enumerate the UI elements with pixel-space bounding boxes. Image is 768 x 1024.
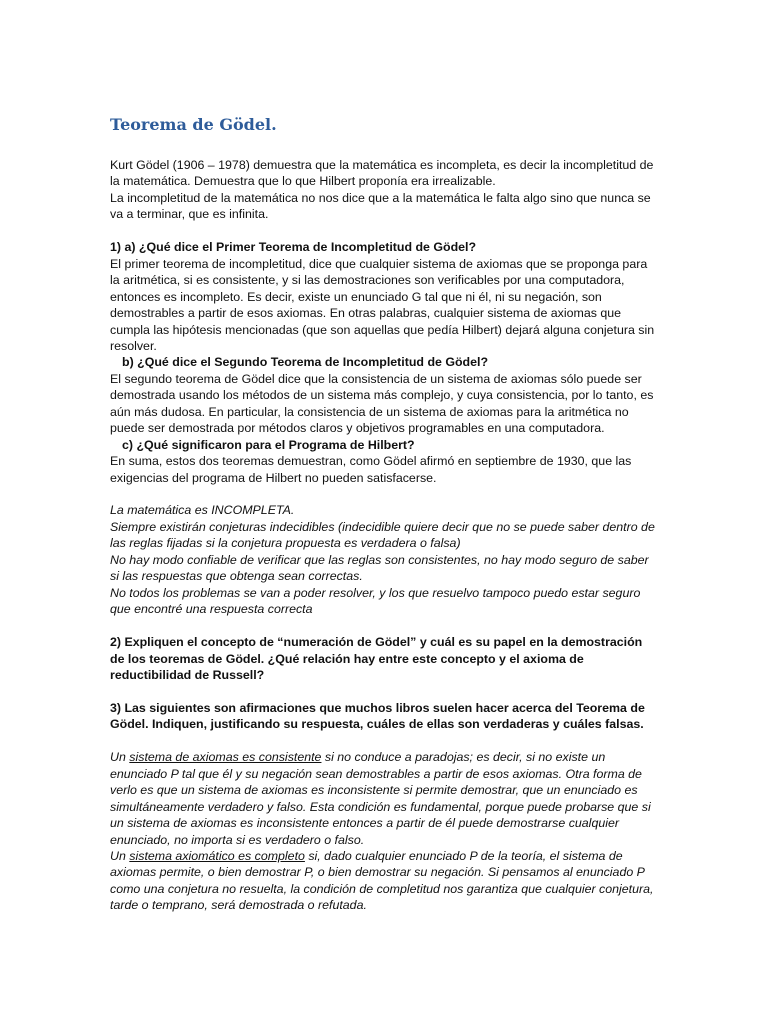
question-1b-answer: El segundo teorema de Gödel dice que la consistencia de un sistema de axiomas sólo puede ser demostrada usando los métodos de un sistema más complejo, y cuya consistencia, por lo tanto, es aún más dudosa. En particular, la consistencia de un sistema de axiomas para la aritmética no puede ser demostrada por métodos claros y objetivos programables en una computadora. (110, 371, 654, 436)
italic-line-4: No todos los problemas se van a poder resolver, y los que resuelvo tampoco puedo estar seguro que encontré una respuesta correcta (110, 585, 641, 617)
spacer (110, 618, 655, 634)
completeness-text: si, dado cualquier enunciado P de la teoría, el sistema de axiomas permite, o bien demostrar P, o bien demostrar su negación. Si pensamos al enunciado P como una conjetura no resuelta, la condición de completitud nos garantiza que cualquier conjetura, tarde o temprano, será demostrada o refutada. (110, 848, 654, 913)
question-3: 3) Las siguientes son afirmaciones que muchos libros suelen hacer acerca del Teorema de Gödel. Indiquen, justificando su respuesta, cuáles de ellas son verdaderas y cuáles falsas. (110, 700, 645, 732)
completeness-term: sistema axiomático es completo (129, 848, 305, 863)
spacer (110, 486, 655, 502)
question-1a-answer: El primer teorema de incompletitud, dice que cualquier sistema de axiomas que se proponga para la aritmética, si es consistente, y si las demostraciones son verificables por una computadora, entonces es incompleto. Es decir, existe un enunciado G tal que ni él, ni su negación, son demostrables a partir de esos axiomas. En otras palabras, cualquier sistema de axiomas que cumpla las hipótesis mencionadas (que son aquellas que pedía Hilbert) dejará alguna conjetura sin resolver. (110, 256, 655, 353)
question-1c-answer: En suma, estos dos teoremas demuestran, como Gödel afirmó en septiembre de 1930, que las exigencias del programa de Hilbert no pueden satisfacerse. (110, 454, 632, 485)
consistency-term: sistema de axiomas es consistente (129, 750, 322, 765)
completeness-prefix: Un (110, 848, 130, 863)
intro-paragraph-1: Kurt Gödel (1906 – 1978) demuestra que la matemática es incompleta, es decir la incompletitud de la matemática. Demuestra que lo que Hilbert proponía era irrealizable. (110, 158, 654, 189)
italic-line-3: No hay modo confiable de verificar que las reglas son consistentes, no hay modo seguro de saber si las respuestas que obtenga sean correctas. (110, 552, 649, 584)
consistency-text: si no conduce a paradojas; es decir, si no existe un enunciado P tal que él y su negación sean demostrables a partir de esos axiomas. Otra forma de verlo es que un sistema de axiomas es inconsistente si permite demostrar, que un enunciado es simultáneamente verdadero y falso. Esta condición es fundamental, porque puede probarse que si un sistema de axiomas es inconsistente entonces a partir de él puede demostrarse cualquier enunciado, no importa si es verdadero o falso. (110, 750, 651, 847)
spacer (110, 683, 655, 699)
spacer (110, 733, 655, 749)
italic-line-1: La matemática es INCOMPLETA. (110, 503, 295, 518)
spacer (110, 223, 655, 239)
document-title: Teorema de Gödel. (110, 115, 277, 134)
document-body (110, 114, 655, 914)
intro-paragraph-2: La incompletitud de la matemática no nos dice que a la matemática le falta algo sino que nunca se va a terminar, que es infinita. (110, 190, 651, 222)
question-2: 2) Expliquen el concepto de “numeración de Gödel” y cuál es su papel en la demostración de los teoremas de Gödel. ¿Qué relación hay entre este concepto y el axioma de reductibilidad de Russell? (110, 635, 643, 682)
completeness-definition (110, 848, 655, 914)
question-1c-heading: c) ¿Qué significaron para el Programa de Hilbert? (122, 437, 415, 452)
consistency-definition (110, 749, 655, 848)
question-1a-heading: 1) a) ¿Qué dice el Primer Teorema de Incompletitud de Gödel? (110, 240, 477, 255)
consistency-prefix: Un (110, 750, 130, 765)
question-1b-heading: b) ¿Qué dice el Segundo Teorema de Incompletitud de Gödel? (122, 355, 489, 370)
italic-line-2: Siempre existirán conjeturas indecidibles (indecidible quiere decir que no se puede saber dentro de las reglas fijadas si la conjetura propuesta es verdadera o falsa) (110, 519, 655, 551)
